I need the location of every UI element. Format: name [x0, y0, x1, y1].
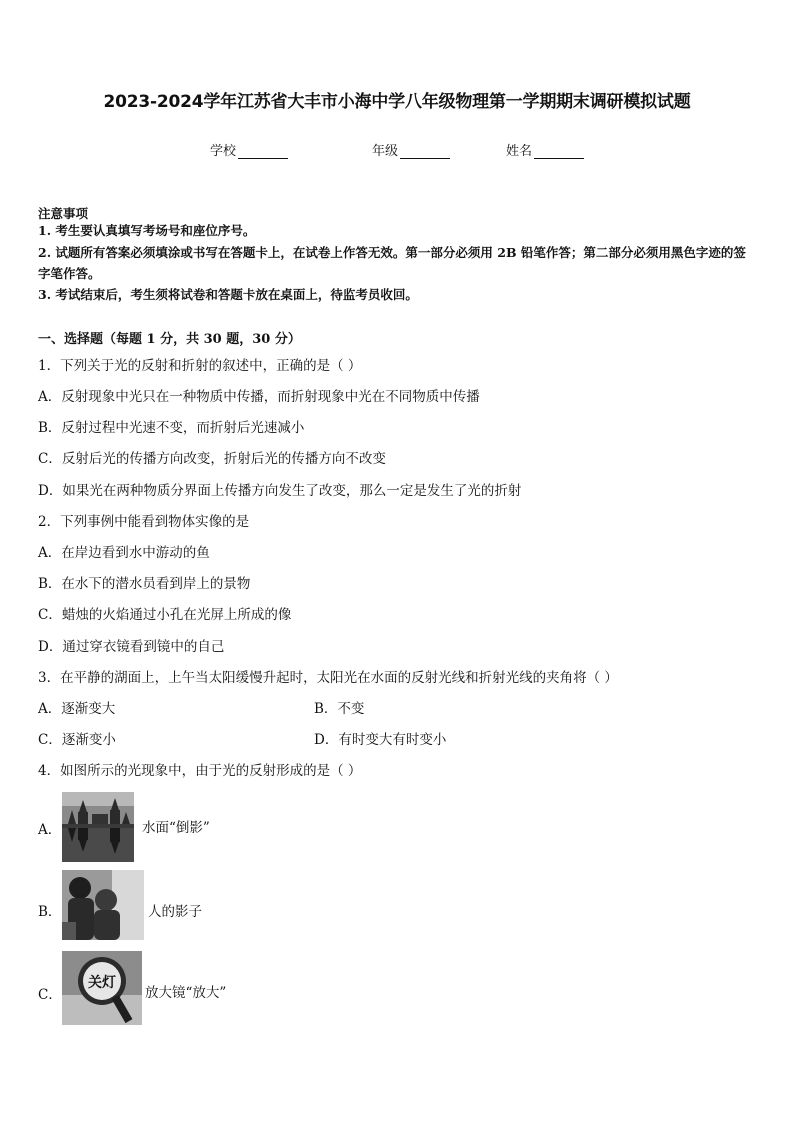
- option-c[interactable]: [38, 951, 338, 1027]
- option-letter: C．: [38, 987, 62, 1003]
- option-a[interactable]: A．反射现象中光只在一种物质中传播，而折射现象中光在不同物质中传播: [38, 389, 480, 405]
- option-c[interactable]: C．蜡烛的火焰通过小孔在光屏上所成的像: [38, 607, 292, 623]
- option-d[interactable]: D．有时变大有时变小: [314, 732, 447, 748]
- option-caption: 水面“倒影”: [142, 820, 210, 836]
- option-b[interactable]: B．反射过程中光速不变，而折射后光速减小: [38, 420, 305, 436]
- option-c[interactable]: C．反射后光的传播方向改变，折射后光的传播方向不改变: [38, 451, 386, 467]
- option-b[interactable]: [38, 870, 338, 946]
- option-d[interactable]: D．如果光在两种物质分界面上传播方向发生了改变，那么一定是发生了光的折射: [38, 483, 522, 499]
- grade-label: 年级: [372, 144, 399, 159]
- option-caption: 人的影子: [148, 904, 202, 920]
- question-stem: 2．下列事例中能看到物体实像的是: [38, 514, 250, 530]
- magnifier-photo-svg: [62, 951, 142, 1025]
- magnifier-text: 关灯: [88, 975, 116, 991]
- question-stem: 3．在平静的湖面上，上午当太阳缓慢升起时，太阳光在水面的反射光线和折射光线的夹角将（ ）: [38, 670, 618, 686]
- question-stem: 4．如图所示的光现象中，由于光的反射形成的是（ ）: [38, 763, 362, 779]
- student-info-row: [0, 140, 794, 160]
- name-label: 姓名: [506, 144, 533, 159]
- option-letter: B．: [38, 904, 62, 920]
- option-letter: A．: [38, 822, 62, 838]
- page-title: 2023-2024学年江苏省大丰市小海中学八年级物理第一学期期末调研模拟试题: [103, 92, 691, 112]
- magnifier-photo: [62, 951, 142, 1025]
- grade-blank[interactable]: [400, 144, 450, 159]
- notes-heading: 注意事项: [38, 206, 89, 221]
- school-label: 学校: [210, 144, 237, 159]
- note-item: 1. 考生要认真填写考场号和座位序号。: [38, 223, 256, 238]
- option-caption: 放大镜“放大”: [145, 985, 227, 1001]
- school-field[interactable]: [210, 140, 288, 159]
- reflection-photo-svg: [62, 792, 134, 862]
- option-b[interactable]: B．不变: [314, 701, 365, 717]
- option-d[interactable]: D．通过穿衣镜看到镜中的自己: [38, 639, 225, 655]
- option-a[interactable]: [38, 792, 338, 868]
- shadow-photo-svg: [62, 870, 144, 940]
- name-field[interactable]: [506, 140, 584, 159]
- shadow-photo: [62, 870, 144, 940]
- note-item: 2. 试题所有答案必须填涂或书写在答题卡上，在试卷上作答无效。第一部分必须用 2B 铅笔作答；第二部分必须用黑色字迹的签字笔作答。: [38, 245, 746, 281]
- name-blank[interactable]: [534, 144, 584, 159]
- note-item: 3. 考试结束后，考生须将试卷和答题卡放在桌面上，待监考员收回。: [38, 287, 418, 302]
- question-stem: 1．下列关于光的反射和折射的叙述中，正确的是（ ）: [38, 358, 362, 374]
- reflection-photo: [62, 792, 134, 862]
- school-blank[interactable]: [238, 144, 288, 159]
- option-a[interactable]: A．逐渐变大: [38, 701, 116, 717]
- option-a[interactable]: A．在岸边看到水中游动的鱼: [38, 545, 210, 561]
- option-b[interactable]: B．在水下的潜水员看到岸上的景物: [38, 576, 251, 592]
- section-heading: 一、选择题（每题 1 分，共 30 题，30 分）: [38, 332, 301, 347]
- grade-field[interactable]: [372, 140, 450, 159]
- option-c[interactable]: C．逐渐变小: [38, 732, 116, 748]
